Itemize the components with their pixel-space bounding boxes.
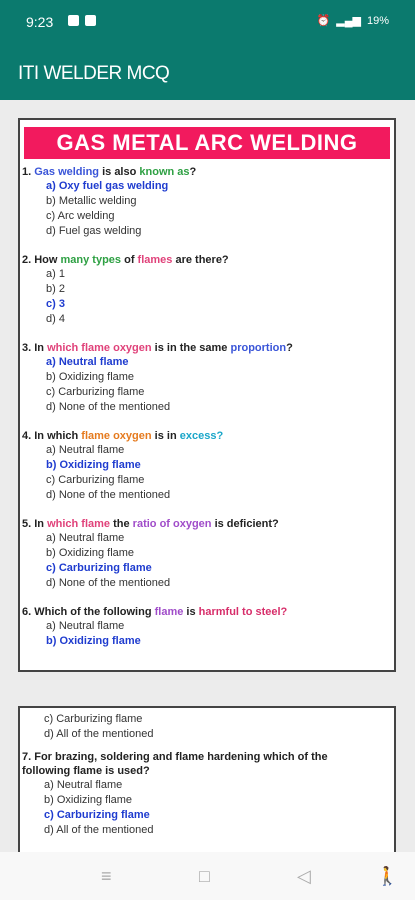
answer-option[interactable]: b) Oxidizing flame: [46, 459, 141, 471]
notification-icon: [68, 15, 79, 26]
signal-icon: ▂▄▆: [336, 15, 361, 27]
question-text: 5. In which flame the ratio of oxygen is deficient?: [22, 518, 279, 530]
option[interactable]: d) All of the mentioned: [44, 728, 154, 740]
option[interactable]: a) Neutral flame: [46, 532, 125, 544]
question-5: [20, 517, 394, 591]
app-title: ITI WELDER MCQ: [18, 63, 170, 84]
option[interactable]: b) Oxidizing flame: [46, 547, 135, 559]
question-6: [20, 605, 394, 649]
option[interactable]: c) Carburizing flame: [44, 713, 143, 725]
answer-option[interactable]: a) Neutral flame: [46, 356, 129, 368]
question-text: following flame is used?: [22, 765, 150, 777]
answer-option[interactable]: b) Oxidizing flame: [46, 635, 141, 647]
question-text: 3. In which flame oxygen is in the same proportion?: [22, 342, 293, 354]
option[interactable]: a) Neutral flame: [46, 620, 125, 632]
answer-option[interactable]: c) Carburizing flame: [46, 562, 152, 574]
question-2: [20, 253, 394, 327]
question-text: 1. Gas welding is also known as?: [22, 166, 197, 178]
menu-icon[interactable]: ≡: [101, 866, 112, 886]
question-3: [20, 341, 394, 415]
question-text: 4. In which flame oxygen is in excess?: [22, 430, 224, 442]
option[interactable]: b) Oxidizing flame: [46, 371, 135, 383]
option[interactable]: c) Carburizing flame: [46, 386, 145, 398]
question-card-2: [18, 706, 396, 858]
topic-banner: GAS METAL ARC WELDING: [24, 127, 390, 159]
option[interactable]: d) All of the mentioned: [44, 824, 154, 836]
option[interactable]: d) 4: [46, 313, 65, 325]
option[interactable]: d) Fuel gas welding: [46, 225, 142, 237]
option[interactable]: d) None of the mentioned: [46, 577, 171, 589]
app-notification-icon: [85, 15, 96, 26]
question-text: 7. For brazing, soldering and flame hardening which of the: [22, 751, 328, 763]
option[interactable]: a) Neutral flame: [46, 444, 125, 456]
alarm-icon: ⏰: [316, 15, 331, 27]
option[interactable]: d) None of the mentioned: [46, 489, 171, 501]
battery-text: 19%: [366, 14, 389, 27]
accessibility-icon[interactable]: 🚶: [376, 866, 399, 886]
question-list: [20, 159, 394, 649]
option[interactable]: b) Oxidizing flame: [44, 794, 133, 806]
back-icon[interactable]: ◁: [297, 866, 311, 886]
app-bar: [0, 44, 415, 100]
navigation-bar: [0, 852, 415, 900]
option[interactable]: a) Neutral flame: [44, 779, 123, 791]
option[interactable]: c) Carburizing flame: [46, 474, 145, 486]
status-time: 9:23: [26, 14, 54, 30]
question-text: 2. How many types of flames are there?: [22, 254, 229, 266]
option[interactable]: b) Metallic welding: [46, 195, 137, 207]
option[interactable]: d) None of the mentioned: [46, 401, 171, 413]
option[interactable]: c) Arc welding: [46, 210, 115, 222]
question-text: 6. Which of the following flame is harmful to steel?: [22, 606, 288, 618]
answer-option[interactable]: c) Carburizing flame: [44, 809, 150, 821]
status-bar: [0, 0, 415, 44]
question-7: [20, 750, 394, 778]
question-4: [20, 429, 394, 503]
option[interactable]: b) 2: [46, 283, 65, 295]
home-icon[interactable]: □: [199, 866, 210, 886]
question-1: [20, 165, 394, 239]
option[interactable]: a) 1: [46, 268, 65, 280]
answer-option[interactable]: c) 3: [46, 298, 65, 310]
answer-option[interactable]: a) Oxy fuel gas welding: [46, 180, 169, 192]
question-card: [18, 118, 396, 672]
